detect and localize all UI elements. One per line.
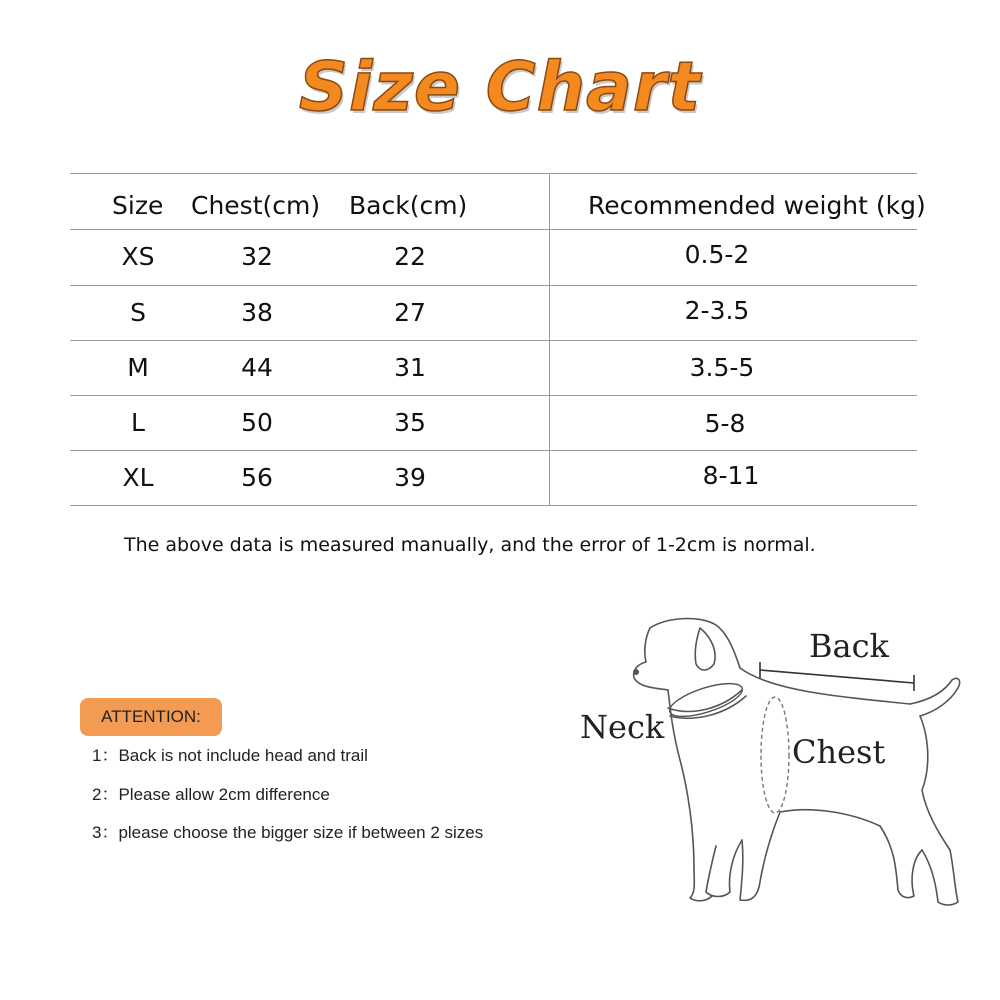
- cell-chest: 56: [241, 463, 273, 492]
- attention-badge: ATTENTION:: [80, 698, 222, 736]
- cell-chest: 32: [241, 242, 273, 271]
- dog-ear-icon: [695, 628, 715, 670]
- back-label: Back: [809, 627, 889, 665]
- table-bottom-rule: [70, 505, 917, 506]
- cell-weight: 5-8: [704, 409, 746, 438]
- measurement-note: The above data is measured manually, and the error of 1-2cm is normal.: [124, 534, 816, 556]
- table-top-rule: [70, 173, 917, 174]
- table-row-rule: [70, 395, 917, 396]
- attention-item: 2：Please allow 2cm difference: [92, 785, 330, 804]
- neck-label: Neck: [580, 708, 665, 746]
- cell-chest: 44: [241, 353, 273, 382]
- cell-weight: 8-11: [702, 461, 760, 490]
- table-header-rule: [70, 229, 917, 230]
- cell-back: 31: [394, 353, 426, 382]
- cell-size: XL: [122, 463, 154, 492]
- cell-back: 39: [394, 463, 426, 492]
- table-column-divider: [549, 173, 550, 506]
- header-back: Back(cm): [349, 191, 468, 220]
- cell-weight: 0.5-2: [684, 240, 750, 269]
- header-size: Size: [112, 191, 164, 220]
- cell-chest: 38: [241, 298, 273, 327]
- attention-item: 1：Back is not include head and trail: [92, 746, 368, 765]
- cell-size: S: [130, 298, 146, 327]
- cell-size: M: [127, 353, 149, 382]
- header-weight: Recommended weight (kg): [588, 191, 926, 220]
- page-title: Size Chart: [299, 48, 701, 127]
- table-row-rule: [70, 340, 917, 341]
- cell-back: 27: [394, 298, 426, 327]
- dog-hind-leg-icon: [920, 716, 958, 905]
- attention-item: 3：please choose the bigger size if between 2 sizes: [92, 823, 484, 842]
- table-row-rule: [70, 450, 917, 451]
- cell-chest: 50: [241, 408, 273, 437]
- chest-label: Chest: [792, 733, 886, 771]
- dog-nose-icon: [633, 669, 639, 675]
- cell-back: 35: [394, 408, 426, 437]
- dog-measurement-diagram: [565, 600, 985, 920]
- dog-tail-icon: [910, 678, 960, 716]
- cell-back: 22: [394, 242, 426, 271]
- cell-weight: 3.5-5: [689, 353, 755, 382]
- dog-front-leg-icon: [740, 812, 780, 900]
- cell-size: L: [131, 408, 145, 437]
- cell-size: XS: [121, 242, 155, 271]
- header-chest: Chest(cm): [191, 191, 321, 220]
- cell-weight: 2-3.5: [684, 296, 750, 325]
- chest-measure-loop: [761, 697, 789, 813]
- table-row-rule: [70, 285, 917, 286]
